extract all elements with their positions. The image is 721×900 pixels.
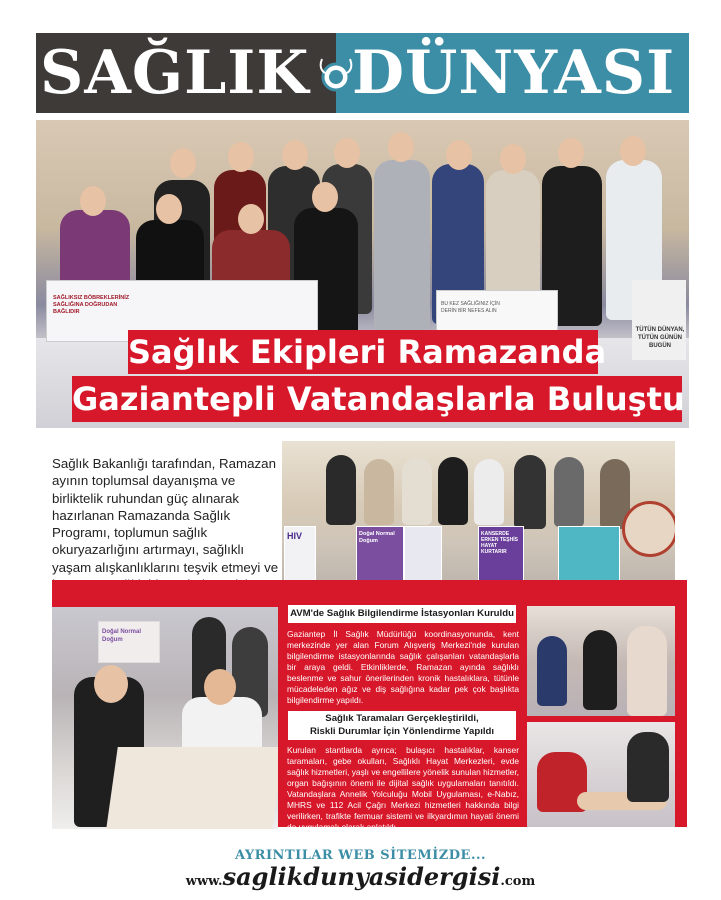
head [312,182,338,212]
stand-sign [98,621,160,663]
poster [404,526,442,586]
headline-line-2: Gaziantepli Vatandaşlarla Buluştu [72,376,682,422]
head [204,669,236,705]
hero-sign-mid: BU KEZ SAĞLIĞINIZ İÇİN DERİN BİR NEFES ALIN [441,301,500,314]
person [554,457,584,527]
head [282,140,308,170]
head [334,138,360,168]
person [402,457,432,525]
headline-line-1: Sağlık Ekipleri Ramazanda [128,330,598,374]
footer-tagline: AYRINTILAR WEB SİTEMİZDE... [234,848,487,863]
head [80,186,106,216]
footer-tld: .com [500,874,536,889]
head [94,665,128,703]
head [388,132,414,162]
section-2-title-line-1: Sağlık Taramaları Gerçekleştirildi, [325,713,479,724]
stethoscope-logo-icon [316,55,356,95]
head [228,142,254,172]
footer-www: www. [185,874,223,889]
section-2-title [288,711,516,740]
stand-sign-label: Doğal Normal Doğum [102,629,142,643]
stand-photo [282,441,675,586]
head [170,148,196,178]
section-1-title: AVM'de Sağlık Bilgilendirme İstasyonları Kuruldu [288,605,516,623]
info-banner [632,280,686,360]
poster-hiv-label: HIV [287,531,303,541]
masthead-title-right: DÜNYASI [352,38,676,108]
head [446,140,472,170]
head [500,144,526,174]
head [558,138,584,168]
footer-website[interactable] [0,862,721,891]
poster-dogum-label: Doğal Normal Doğum [359,531,395,544]
person [374,160,430,330]
hero-sign-right: TÜTÜN DÜNYAN, TÜTÜN GÜNÜN BUGÜN [635,327,685,349]
brochure-table [106,747,278,829]
person [438,457,468,525]
consultation-photo [527,606,675,716]
intro-paragraph: Sağlık Bakanlığı tarafından, Ramazan ayının toplumsal dayanışma ve birliktelik ruhundan güç alınarak hazırlanan Ramazanda Sağlık Programı, toplumun sağlık okuryazarlığını artırmayı, sağlıklı yaşam alışkanlıklarını teşvik etmeyi ve [52,456,279,575]
poster-kanser-label: KANSERDE ERKEN TEŞHİS HAYAT KURTARIR [481,531,518,555]
section-2-body: Kurulan stantlarda ayrıca; bulaşıcı hastalıklar, kanser taramaları, gebe okulları, Sağlıklı Hayat Merkezleri, evde sağlık hizmetleri, yaşlı ve engellilere yönelik sunulan hizmetler, organ bağışının önemi ile dijital sağlık uygulamaları tanıtıldı. Vatandaşlara Annelik Yolculuğu Mobil Uygulaması, e-Nabız, MHRS ve 112 Acil Çağrı Merkezi hizmetleri hakkında bilgi verilirken, trafikte fermuar sistemi ve ilkyardımın hayati önemi de uygulamalı olarak anlatıldı. [287,745,519,832]
head [238,204,264,234]
poster-hiv [284,526,316,586]
person [514,455,546,529]
person [583,630,617,710]
person [537,636,567,706]
child-stand-photo [52,607,278,829]
hero-sign-left: SAĞLIKSIZ BÖBREKLERİNİZ SAĞLIĞINA DOĞRUDAN BAĞLIDIR [53,295,130,315]
round-sign [622,501,675,557]
head [156,194,182,224]
person [627,732,669,802]
footer-domain: saglikdunyasidergisi [222,862,501,891]
masthead-title-left: SAĞLIK [40,38,310,108]
masthead [36,33,689,113]
head [620,136,646,166]
poster-dogum [356,526,404,586]
section-2-title-line-2: Riskli Durumlar İçin Yönlendirme Yapıldı [309,726,495,737]
first-aid-photo [527,722,675,827]
poster-kanser [478,526,524,586]
poster [558,526,620,586]
person [474,459,504,525]
section-1-body: Gaziantep İl Sağlık Müdürlüğü koordinasyonunda, kent merkezinde yer alan Forum Alışveriş Merkezi'nde kurulan bilgilendirme istasyonlarında sağlık çalışanları vatandaşlarla bir araya geldi. Etkinliklerde, Ramazan ayında sağlıklı beslenme ve sahur önerilerinden kronik hastalıklara, tütünle mücadeleden ağız ve diş sağlığına kadar pek çok başlıkta bilgilendirme yapıldı. [287,629,519,705]
person [627,626,667,716]
person [326,455,356,525]
person [364,459,394,525]
